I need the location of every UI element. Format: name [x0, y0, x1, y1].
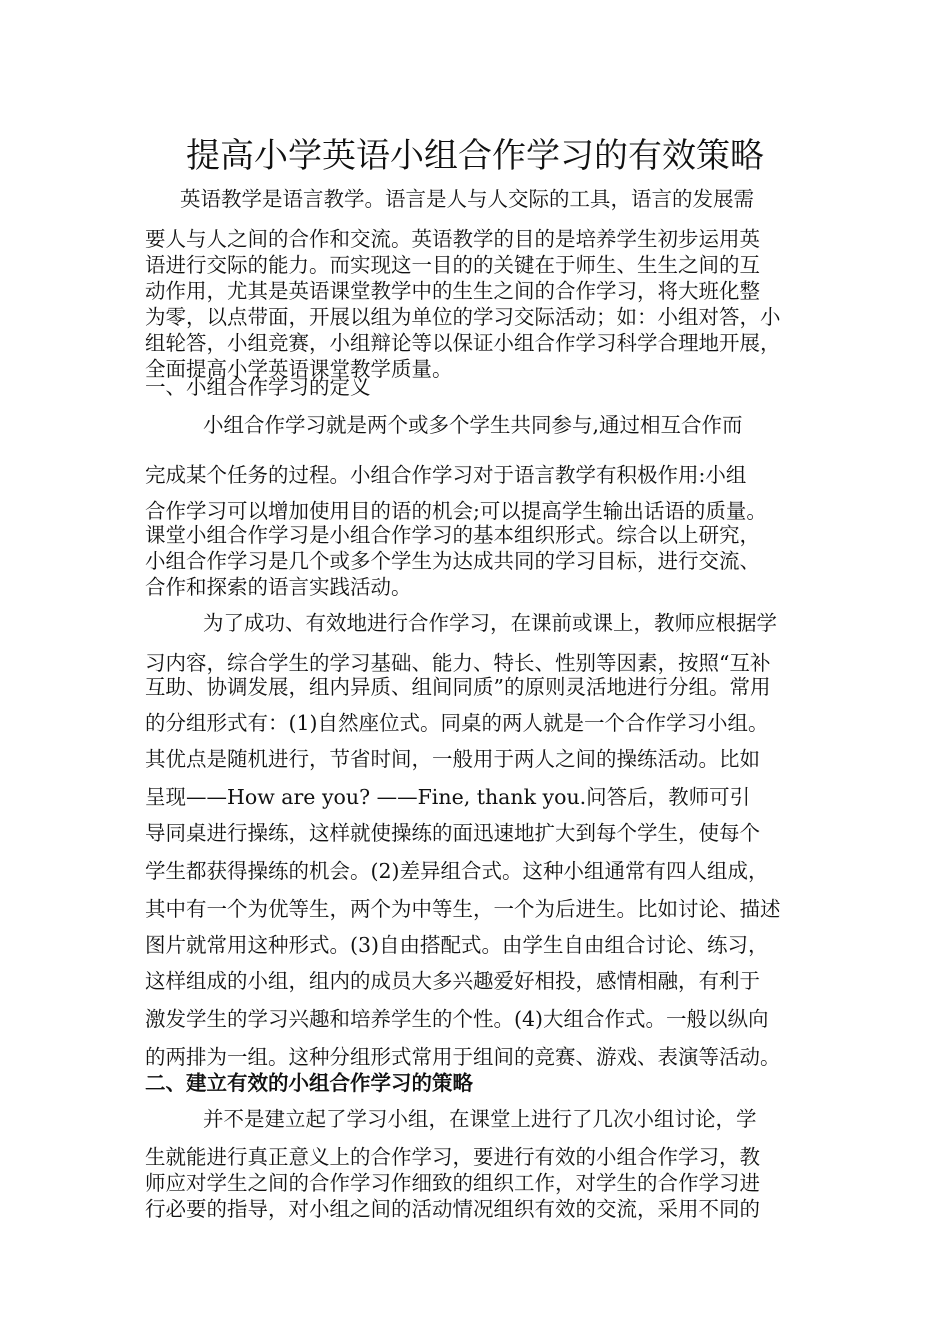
document-title: 提高小学英语小组合作学习的有效策略 — [186, 136, 764, 176]
paragraph-line: 为零，以点带面，开展以组为单位的学习交际活动；如：小组对答，小 — [145, 305, 781, 329]
paragraph-line: 习内容，综合学生的学习基础、能力、特长、性别等因素，按照“互补 — [145, 651, 771, 675]
paragraph-line: 课堂小组合作学习是小组合作学习的基本组织形式。综合以上研究， — [145, 523, 760, 547]
paragraph-line: 导同桌进行操练，这样就使操练的面迅速地扩大到每个学生，使每个 — [145, 821, 760, 845]
paragraph-line: 的分组形式有：(1)自然座位式。同桌的两人就是一个合作学习小组。 — [145, 711, 769, 735]
paragraph-line: 其中有一个为优等生，两个为中等生，一个为后进生。比如讨论、描述 — [145, 897, 781, 921]
paragraph-line: 全面提高小学英语课堂教学质量。 — [145, 357, 453, 381]
section-heading: 一、小组合作学习的定义 — [145, 375, 371, 399]
paragraph-line: 动作用，尤其是英语课堂教学中的生生之间的合作学习，将大班化整 — [145, 279, 760, 303]
paragraph-line: 行必要的指导，对小组之间的活动情况组织有效的交流，采用不同的 — [145, 1197, 760, 1221]
paragraph-line: 要人与人之间的合作和交流。英语教学的目的是培养学生初步运用英 — [145, 227, 760, 251]
paragraph-line: 这样组成的小组，组内的成员大多兴趣爱好相投，感情相融，有利于 — [145, 969, 760, 993]
paragraph-line: 呈现——How are you? ——Fine, thank you.问答后，教师可引 — [145, 785, 751, 809]
paragraph-line: 为了成功、有效地进行合作学习，在课前或课上，教师应根据学 — [203, 611, 777, 635]
paragraph-line: 师应对学生之间的合作学习作细致的组织工作，对学生的合作学习进 — [145, 1171, 760, 1195]
paragraph-line: 生就能进行真正意义上的合作学习，要进行有效的小组合作学习，教 — [145, 1145, 760, 1169]
paragraph-line: 小组合作学习就是两个或多个学生共同参与,通过相互合作而 — [203, 413, 743, 437]
paragraph-line: 小组合作学习是几个或多个学生为达成共同的学习目标，进行交流、 — [145, 549, 760, 573]
paragraph-line: 学生都获得操练的机会。(2)差异组合式。这种小组通常有四人组成， — [145, 859, 769, 883]
paragraph-line: 互助、协调发展，组内异质、组间同质”的原则灵活地进行分组。常用 — [145, 675, 771, 699]
paragraph-line: 图片就常用这种形式。(3)自由搭配式。由学生自由组合讨论、练习， — [145, 933, 769, 957]
paragraph-line: 并不是建立起了学习小组，在课堂上进行了几次小组讨论，学 — [203, 1107, 757, 1131]
paragraph-line: 其优点是随机进行，节省时间，一般用于两人之间的操练活动。比如 — [145, 747, 760, 771]
section-heading: 二、建立有效的小组合作学习的策略 — [145, 1071, 473, 1095]
paragraph-line: 激发学生的学习兴趣和培养学生的个性。(4)大组合作式。一般以纵向 — [145, 1007, 769, 1031]
paragraph-line: 的两排为一组。这种分组形式常用于组间的竞赛、游戏、表演等活动。 — [145, 1045, 781, 1069]
paragraph-line: 合作学习可以增加使用目的语的机会;可以提高学生输出话语的质量。 — [145, 499, 767, 523]
paragraph-line: 语进行交际的能力。而实现这一目的的关键在于师生、生生之间的互 — [145, 253, 760, 277]
paragraph-line: 完成某个任务的过程。小组合作学习对于语言教学有积极作用:小组 — [145, 463, 747, 487]
paragraph-line: 合作和探索的语言实践活动。 — [145, 575, 412, 599]
paragraph-line: 组轮答，小组竞赛，小组辩论等以保证小组合作学习科学合理地开展， — [145, 331, 781, 355]
paragraph-line: 英语教学是语言教学。语言是人与人交际的工具，语言的发展需 — [180, 187, 754, 211]
